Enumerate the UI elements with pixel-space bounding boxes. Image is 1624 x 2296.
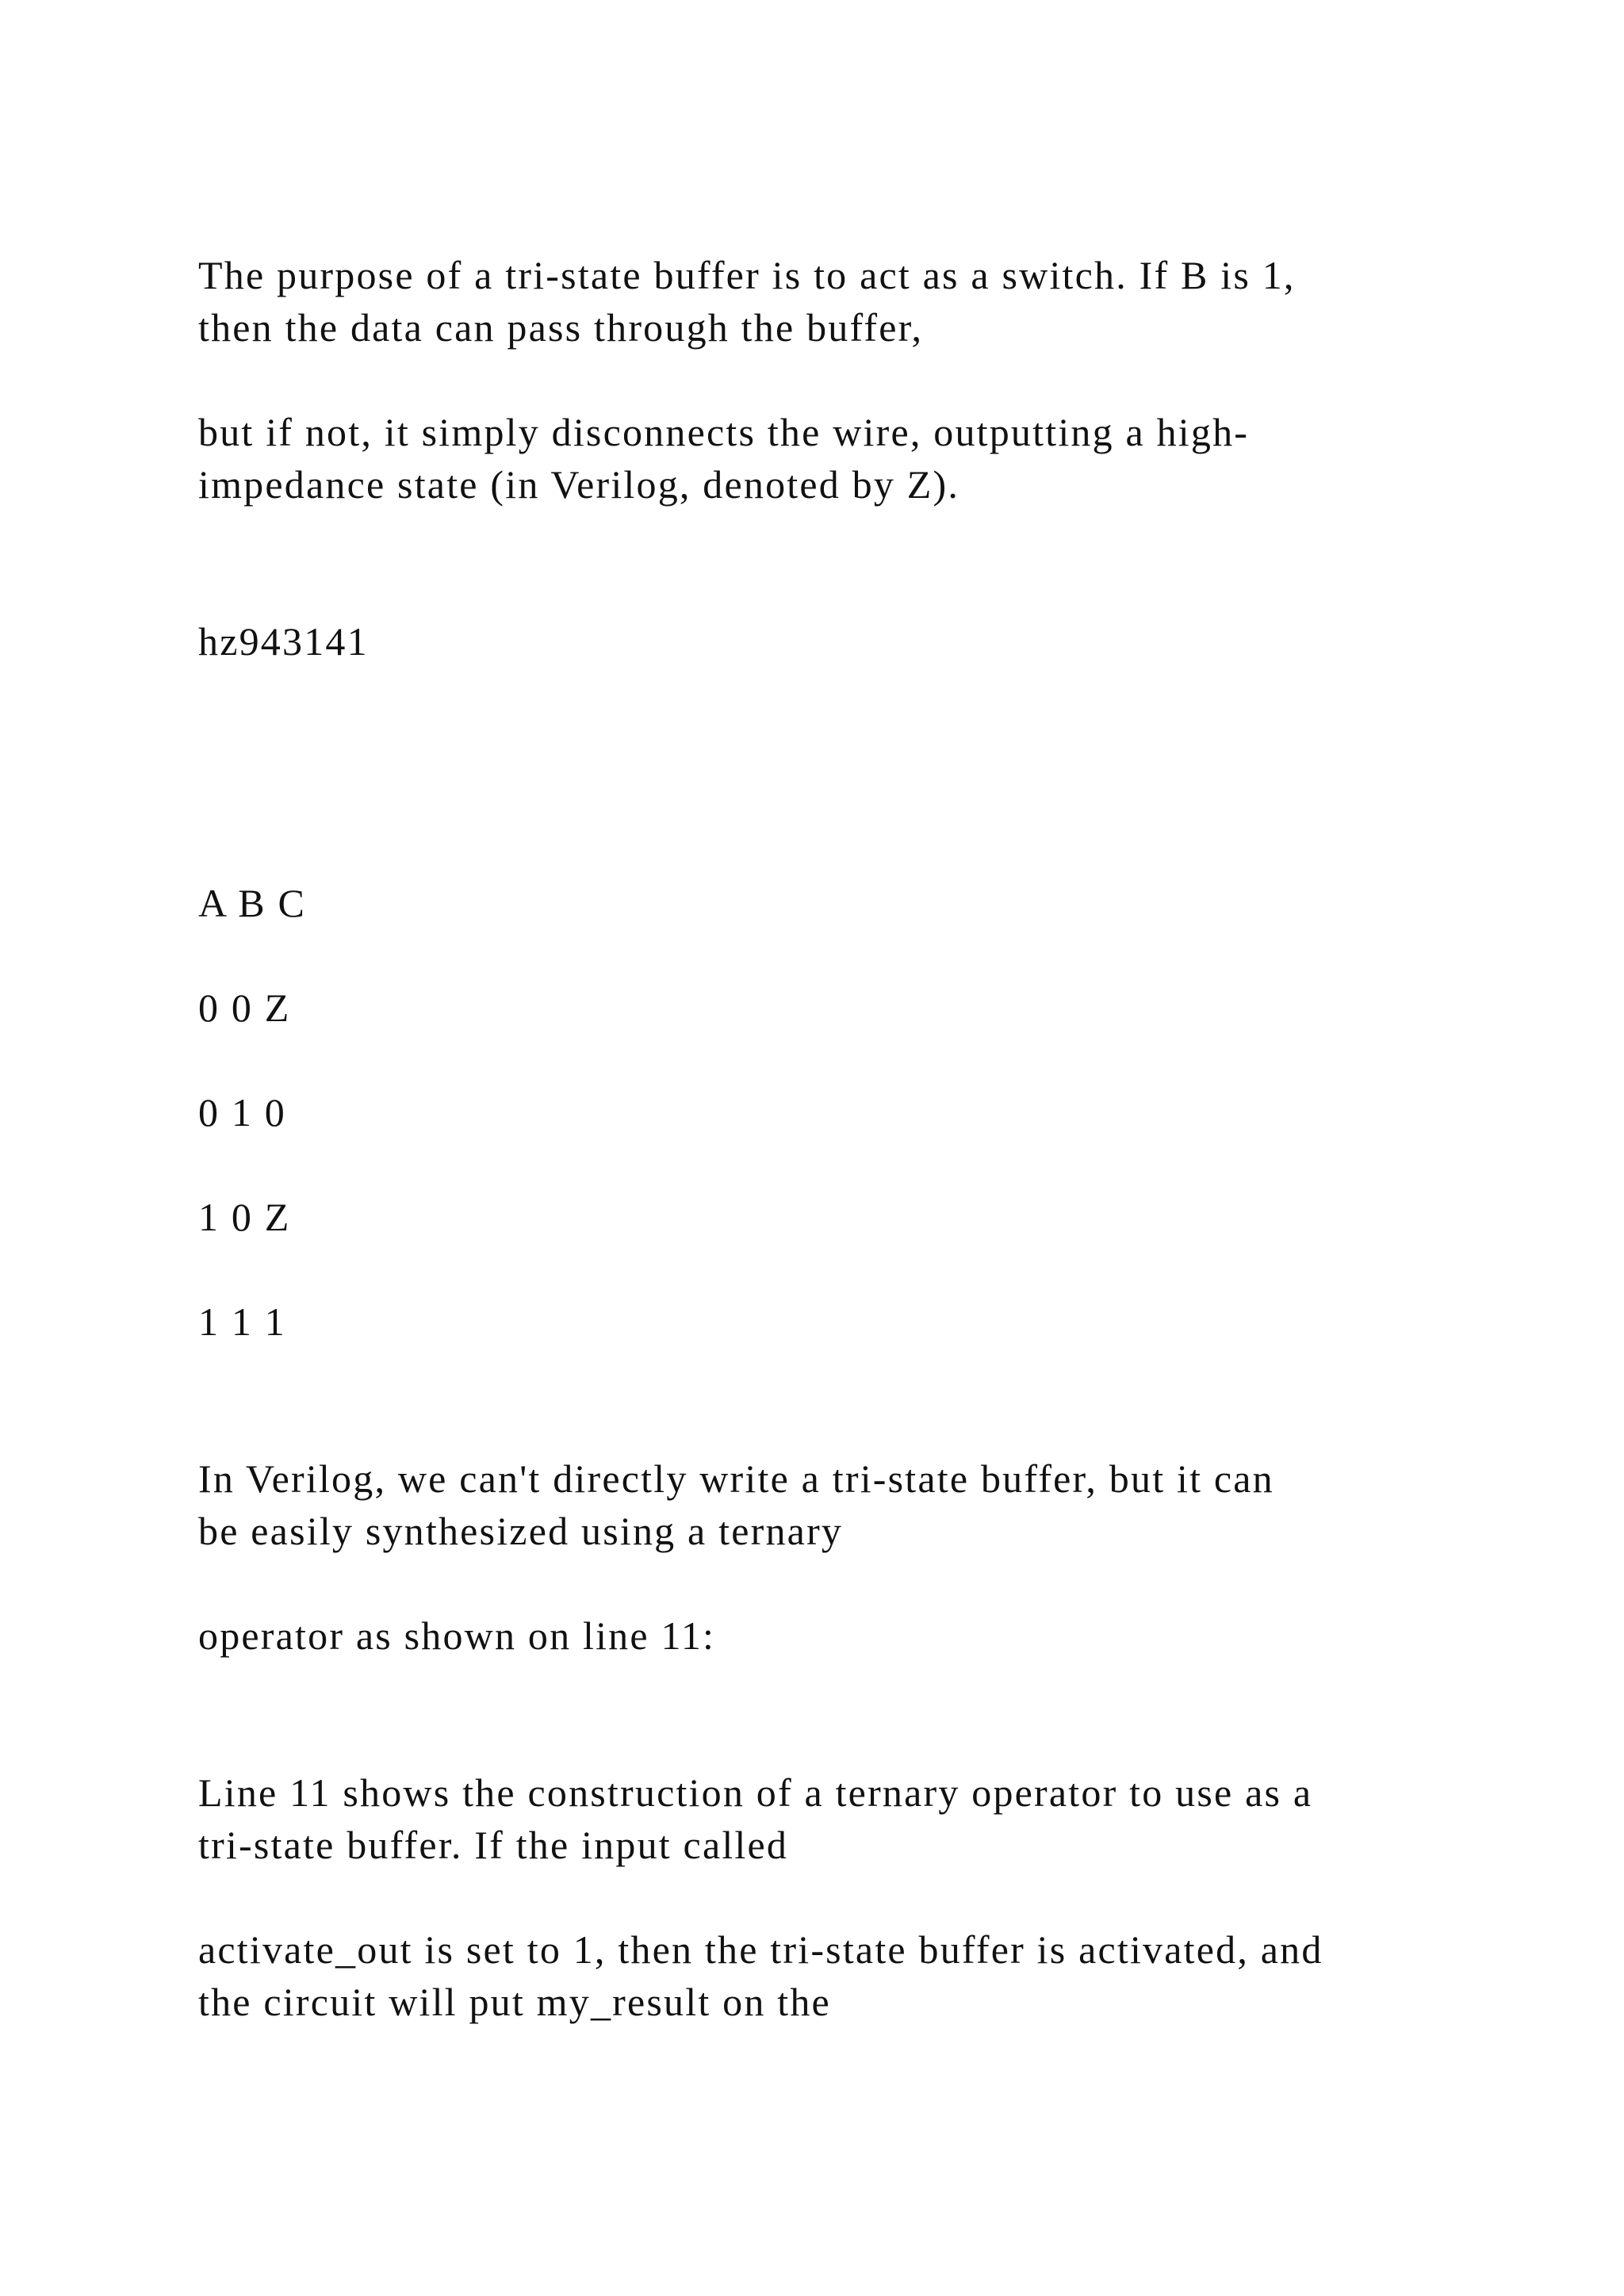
- paragraph-2-line-2: impedance state (in Verilog, denoted by Z).: [198, 462, 960, 507]
- truth-table-row: 1 0 Z: [198, 1195, 291, 1239]
- paragraph-5-line-1: Line 11 shows the construction of a ternary operator to use as a: [198, 1770, 1313, 1815]
- truth-table-row: 1 1 1: [198, 1299, 286, 1344]
- document-id: hz943141: [198, 619, 369, 664]
- truth-table-row: 0 1 0: [198, 1090, 286, 1135]
- truth-table-header: A B C: [198, 881, 307, 925]
- paragraph-5-line-2: tri-state buffer. If the input called: [198, 1823, 789, 1867]
- paragraph-6-line-2: the circuit will put my_result on the: [198, 1980, 831, 2024]
- paragraph-1-line-2: then the data can pass through the buffer,: [198, 305, 924, 350]
- paragraph-2-line-1: but if not, it simply disconnects the wire, outputting a high-: [198, 410, 1250, 454]
- paragraph-4-line-1: operator as shown on line 11:: [198, 1613, 716, 1658]
- paragraph-3-line-2: be easily synthesized using a ternary: [198, 1509, 844, 1553]
- truth-table-row: 0 0 Z: [198, 985, 291, 1030]
- paragraph-3-line-1: In Verilog, we can't directly write a tri-state buffer, but it can: [198, 1456, 1274, 1501]
- paragraph-6-line-1: activate_out is set to 1, then the tri-state buffer is activated, and: [198, 1927, 1323, 1972]
- paragraph-1-line-1: The purpose of a tri-state buffer is to act as a switch. If B is 1,: [198, 253, 1296, 297]
